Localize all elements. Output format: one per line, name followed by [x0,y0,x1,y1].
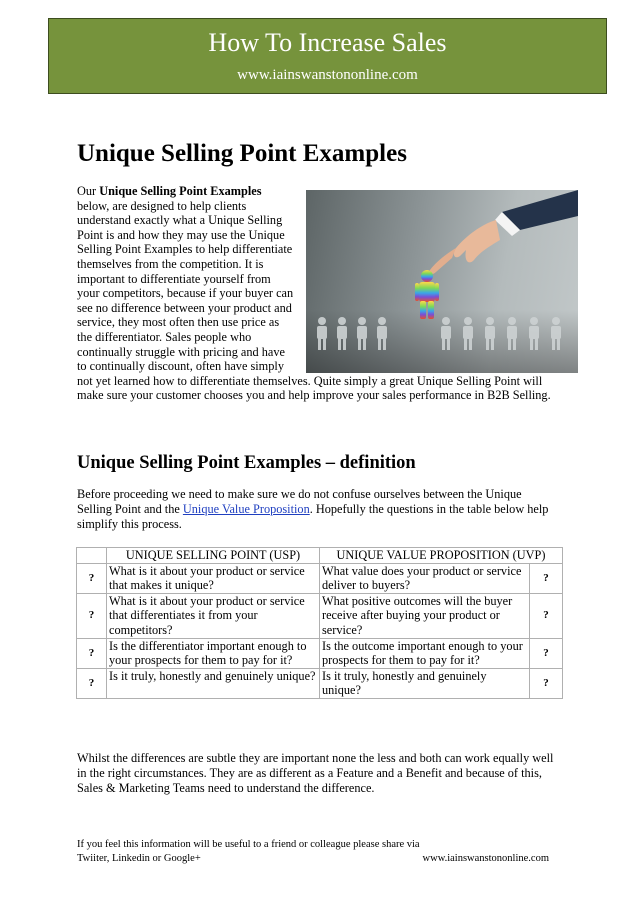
footer-website: www.iainswanstononline.com [422,853,549,864]
uvp-link[interactable]: Unique Value Proposition [182,502,310,516]
table-header-row [77,548,563,564]
usp-question: What is it about your product or service that makes it unique? [107,563,320,593]
question-mark-right: ? [530,593,563,638]
hand-picking-figure-image [306,190,578,373]
section-heading-definition: Unique Selling Point Examples – definition [77,453,416,473]
intro-body: below, are designed to help clients understand exactly what a Unique Selling Point is and how they may use the Unique Selling Point Examples to help differentiate themselves from the competition. It is important to differentiate yourself from your competitors, because if your buyer can see no difference between your product and service, they most often then use price as the differentiator. Sales people who continually struggle with pricing and have to continually discount, often have simply not yet learned how to differentiate themselves. Quite simply a great Unique Selling Point will make sure your customer chooses you and help improve your sales performance in B2B Selling. [77,198,551,403]
banner-website: www.iainswanstononline.com [237,67,418,83]
intro-lead: Our [77,184,100,198]
intro-paragraph [77,184,562,403]
question-mark-left: ? [77,638,107,668]
table-row [77,668,563,698]
question-mark-left: ? [77,593,107,638]
footer-social-networks: Twiiter, Linkedin or Google+ [77,853,201,864]
header-uvp: UNIQUE VALUE PROPOSITION (UVP) [320,548,563,564]
question-mark-right: ? [530,563,563,593]
intro-bold-term: Unique Selling Point Examples [99,184,262,198]
table-row [77,593,563,638]
question-mark-left: ? [77,563,107,593]
definition-text-end: . Hopefully the questions in the table below help simplify this process. [77,502,549,531]
uvp-question: What value does your product or service deliver to buyers? [320,563,530,593]
usp-question: Is the differentiator important enough to your prospects for them to pay for it? [107,638,320,668]
question-mark-right: ? [530,638,563,668]
footer [77,838,549,866]
definition-paragraph [77,487,557,532]
uvp-question: Is it truly, honestly and genuinely unique? [320,668,530,698]
closing-paragraph: Whilst the differences are subtle they are important none the less and both can work equally well in the right circumstances. They are as different as a Feature and a Benefit and because of this, Sales & Marketing Teams need to understand the difference. [77,751,554,795]
table-row [77,638,563,668]
uvp-question: Is the outcome important enough to your prospects for them to pay for it? [320,638,530,668]
page-title: Unique Selling Point Examples [77,140,407,167]
definition-text-start: Before proceeding we need to make sure we do not confuse ourselves between the Unique Selling Point and the [77,487,522,516]
usp-question: What is it about your product or service that differentiates it from your competitors? [107,593,320,638]
header-banner [48,18,607,94]
usp-uvp-comparison-table [76,547,563,699]
banner-title: How To Increase Sales [208,28,447,57]
usp-question: Is it truly, honestly and genuinely unique? [107,668,320,698]
question-mark-right: ? [530,668,563,698]
footer-share-text: If you feel this information will be useful to a friend or colleague please share via [77,839,420,850]
header-usp: UNIQUE SELLING POINT (USP) [107,548,320,564]
table-row [77,563,563,593]
question-mark-left: ? [77,668,107,698]
uvp-question: What positive outcomes will the buyer receive after buying your product or service? [320,593,530,638]
